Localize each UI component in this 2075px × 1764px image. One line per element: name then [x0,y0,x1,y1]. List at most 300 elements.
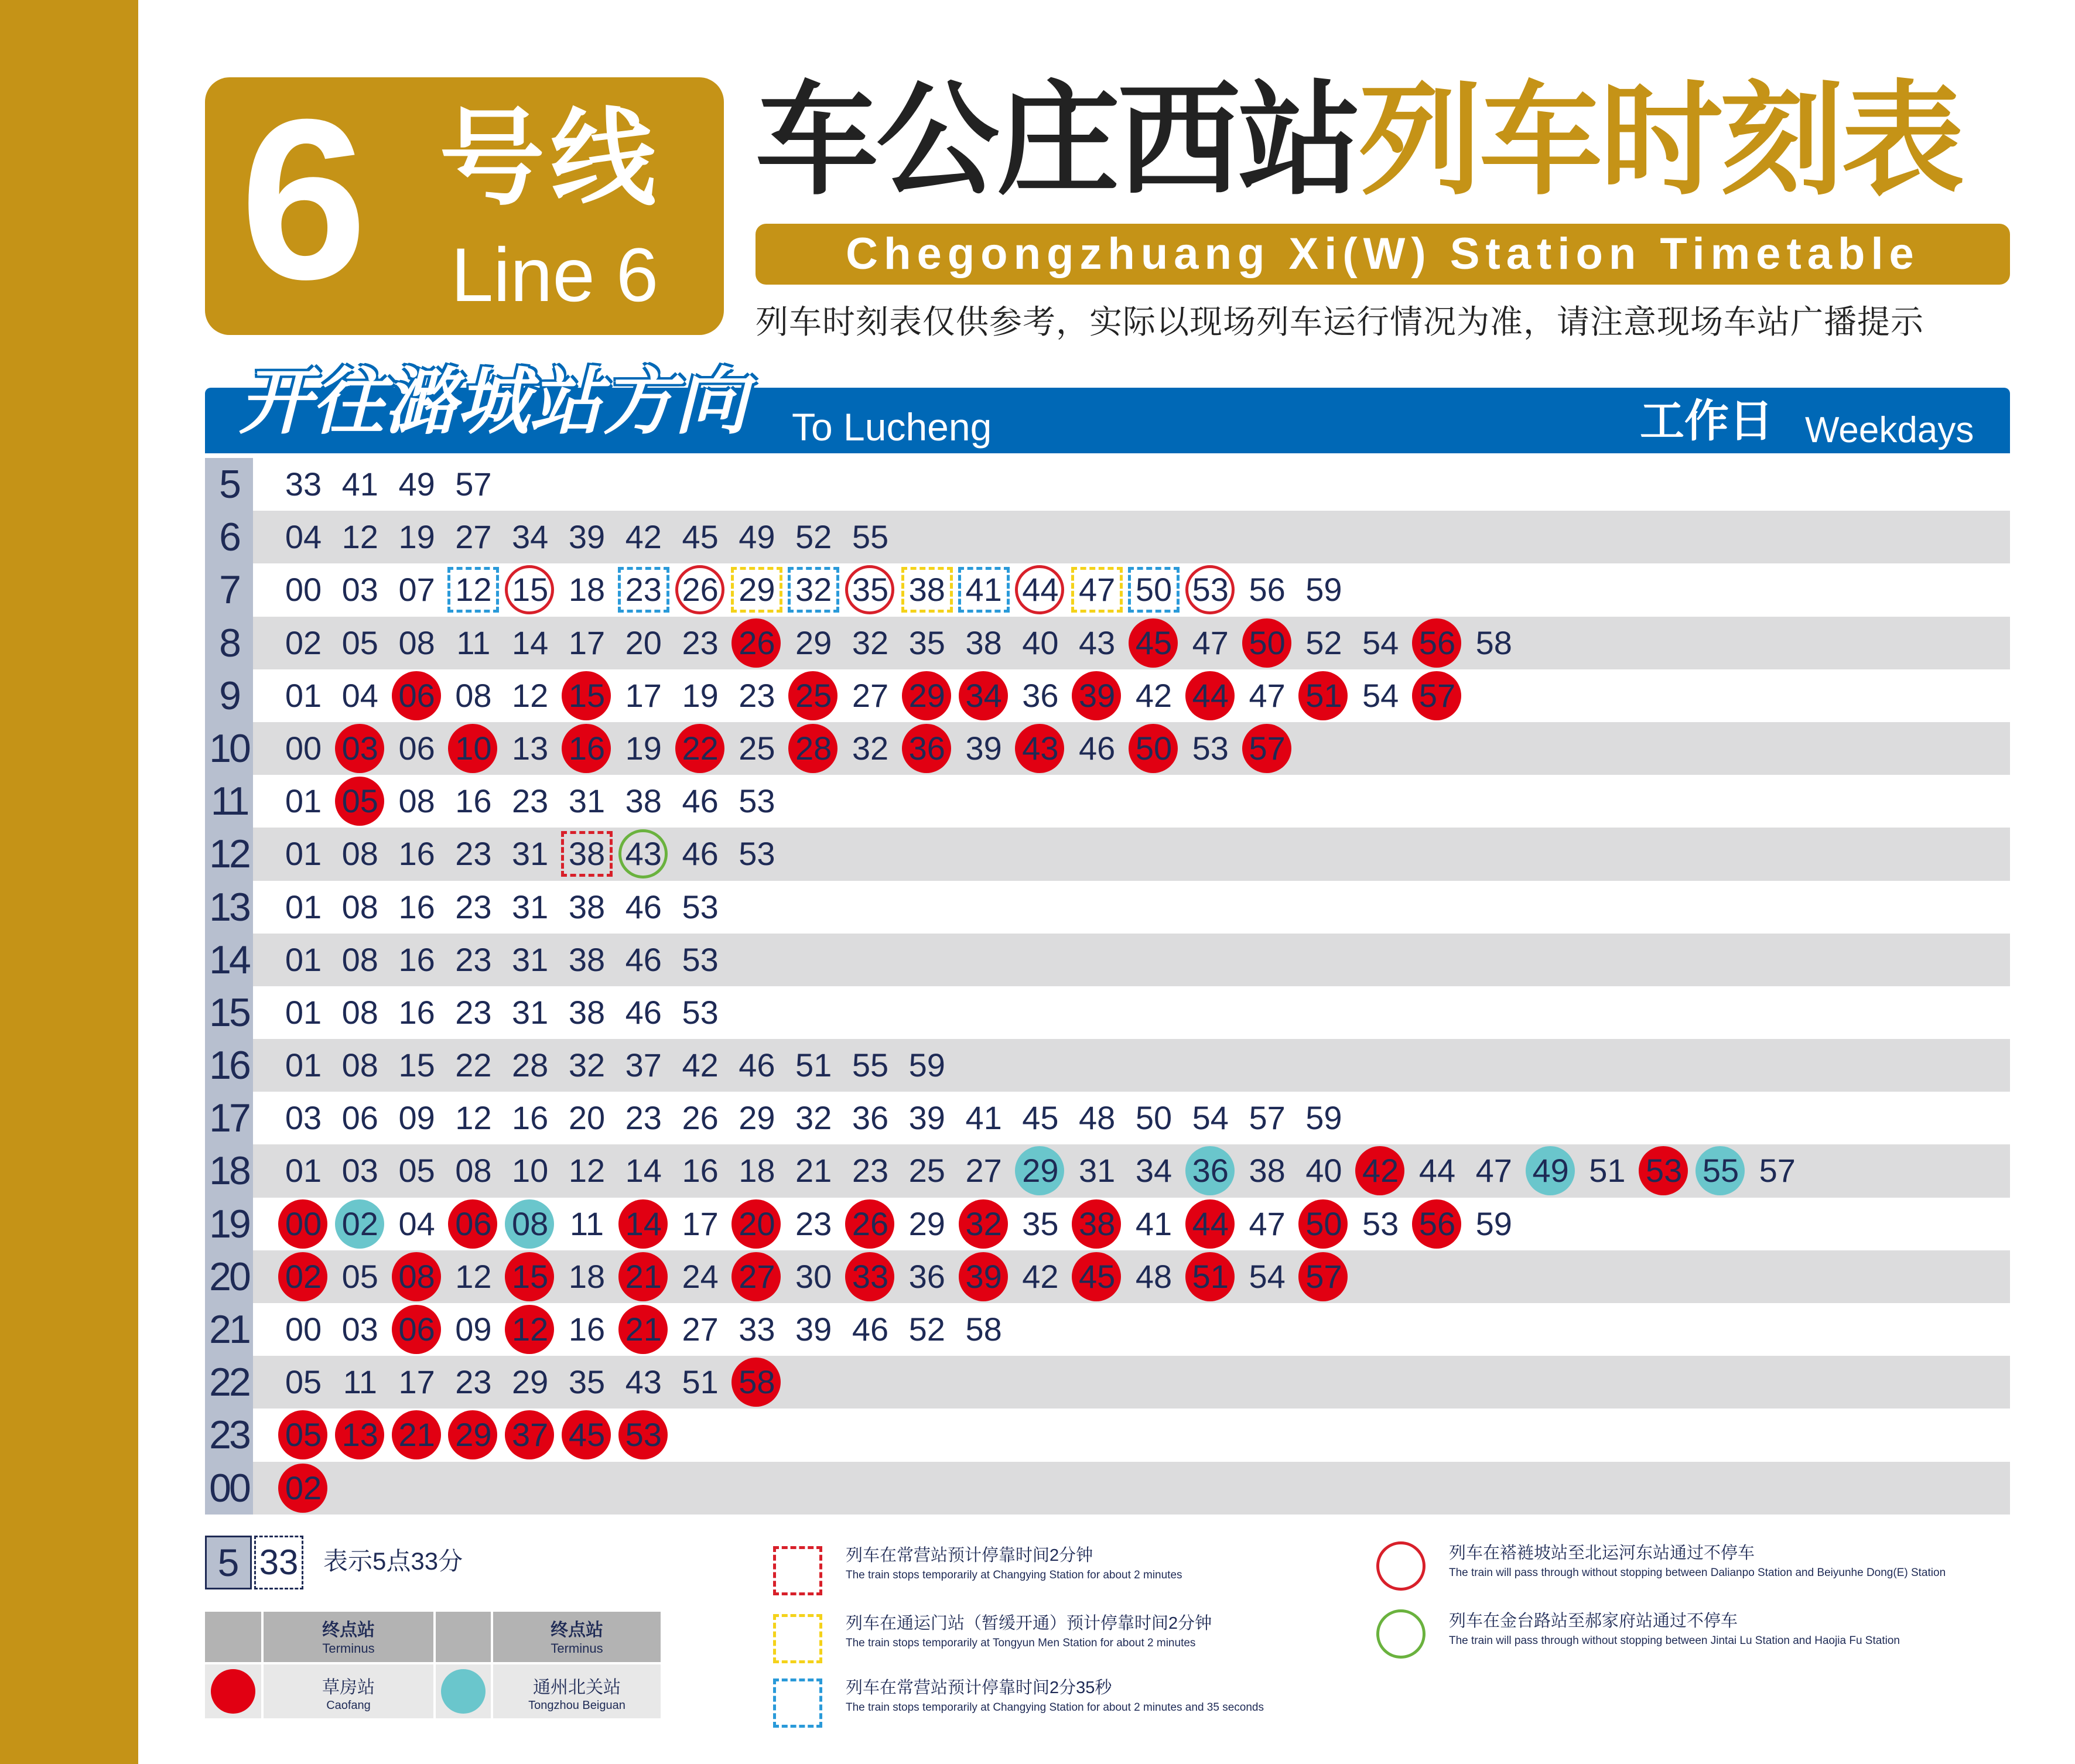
minute-cell: 01 [285,1152,322,1189]
minute-cell: 23 [795,1205,832,1242]
minute-cell: 01 [285,1047,322,1084]
minute-cell: 53 [616,1409,672,1461]
minute-cell: 06 [445,1198,501,1250]
minute-cell: 46 [852,1311,889,1348]
minute-cell: 46 [625,941,662,978]
minute-cell: 49 [1523,1144,1579,1197]
minute-cell: 17 [625,676,662,714]
minute-cell: 53 [1636,1144,1692,1197]
minute-cell: 51 [682,1363,719,1401]
minute-cell: 32 [568,1047,606,1084]
hour-label: 23 [205,1409,253,1461]
minute-cell: 24 [682,1257,719,1295]
minute-cell: 01 [285,676,322,714]
minute-cell: 46 [625,993,662,1031]
minute-cell: 18 [568,1257,606,1295]
minute-cell: 25 [739,729,775,767]
minute-cell: 43 [625,1363,662,1401]
minute-cell: 33 [285,466,322,502]
minute-cell: 39 [568,518,606,556]
timetable-row [205,1462,2010,1515]
minute-cell: 47 [1069,563,1125,616]
minute-cell: 38 [625,782,662,820]
legend-en: The train will pass through without stopping between Jintai Lu Station and Haojia Fu Station [1449,1635,1900,1647]
minute-cell: 48 [1079,1099,1116,1137]
minute-cell: 38 [899,563,955,616]
minute-cell: 47 [1475,1152,1512,1189]
minute-cell: 21 [616,1250,672,1303]
minute-cell: 20 [568,1099,606,1137]
minute-cell: 12 [502,1303,558,1356]
hour-label: 14 [205,934,253,986]
terminus-teal-name [493,1664,661,1718]
minute-cell: 08 [398,782,435,820]
minute-cell: 12 [568,1152,606,1189]
minute-cell: 41 [956,563,1012,616]
minute-cell: 27 [965,1152,1002,1189]
minute-cell: 27 [852,676,889,714]
minute-cell: 19 [398,518,435,556]
minute-cell: 03 [285,1099,322,1137]
minute-cell: 42 [625,518,662,556]
red-ring-icon [1376,1541,1426,1591]
minute-cell: 12 [455,1257,492,1295]
minute-cell: 36 [908,1257,945,1295]
minute-cell: 38 [1069,1198,1125,1250]
minute-cell: 32 [956,1198,1012,1250]
minute-cell: 39 [965,729,1002,767]
title-en-banner: Chegongzhuang Xi(W) Station Timetable [756,224,2010,285]
minute-cell: 57 [1249,1099,1286,1137]
minute-cell: 58 [1475,624,1512,661]
minute-cell: 30 [795,1257,832,1295]
minute-cell: 51 [1589,1152,1626,1189]
line-number: 6 [240,71,367,327]
minute-cell: 55 [852,518,889,556]
minute-cell: 39 [956,1250,1012,1303]
minute-cell: 08 [502,1198,558,1250]
hour-label: 19 [205,1198,253,1250]
minute-cell: 14 [512,624,549,661]
minute-cell: 26 [682,1099,719,1137]
minute-cell: 18 [739,1152,775,1189]
minute-cell: 02 [275,1250,331,1303]
legend-en: The train stops temporarily at Changying Station for about 2 minutes and 35 seconds [846,1701,1264,1714]
minute-cell: 44 [1012,563,1068,616]
hour-label: 16 [205,1039,253,1092]
timetable-row [205,1250,2010,1303]
minute-cell: 01 [285,941,322,978]
hour-label: 5 [205,458,253,511]
minute-cell: 00 [285,1311,322,1348]
minute-cell: 19 [682,676,719,714]
legend-item [1449,1609,1900,1649]
minute-cell: 15 [502,1250,558,1303]
minute-cell: 08 [341,835,378,873]
notice-text: 列车时刻表仅供参考，实际以现场列车运行情况为准，请注意现场车站广播提示 [756,303,1924,340]
minute-cell: 07 [398,571,435,608]
station-name-cn: 车公庄西站 [756,71,1359,209]
terminus-teal-swatch-cell [436,1664,491,1718]
minute-cell: 59 [908,1047,945,1084]
minute-cell: 03 [332,722,388,775]
minute-cell: 15 [398,1047,435,1084]
minute-cell: 15 [502,563,558,616]
minute-cell: 42 [1022,1257,1059,1295]
minute-cell: 31 [568,782,606,820]
minute-cell: 06 [398,729,435,767]
minute-cell: 41 [1135,1205,1172,1242]
minute-cell: 26 [729,617,785,669]
minute-cell: 36 [1022,676,1059,714]
legend-cn: 列车在常营站预计停靠时间2分钟 [846,1546,1093,1565]
minute-cell: 04 [285,518,322,556]
minute-cell: 56 [1409,1198,1465,1250]
minute-cell: 17 [398,1363,435,1401]
minute-cell: 36 [1182,1144,1239,1197]
minute-cell: 52 [795,518,832,556]
minute-cell: 09 [455,1311,492,1348]
minute-cell: 10 [512,1152,549,1189]
legend-cn: 列车在褡裢坡站至北运河东站通过不停车 [1449,1544,1755,1563]
minute-cell: 29 [445,1409,501,1461]
red-dashed-square-icon [773,1546,822,1595]
minute-cell: 23 [739,676,775,714]
minute-cell: 00 [285,729,322,767]
day-type-cn: 工作日 [1640,396,1773,446]
terminus-red-en: Caofang [326,1699,371,1712]
timetable-row [205,1356,2010,1409]
minute-cell: 04 [398,1205,435,1242]
legend-item [846,1676,1264,1716]
minute-cell: 50 [1239,617,1295,669]
minute-cell: 08 [341,993,378,1031]
minute-cell: 13 [332,1409,388,1461]
minute-cell: 59 [1305,571,1342,608]
minute-cell: 06 [389,669,445,722]
minute-cell: 17 [568,624,606,661]
minute-cell: 05 [398,1152,435,1189]
minute-cell: 53 [1182,563,1239,616]
minute-cell: 21 [616,1303,672,1356]
minute-cell: 19 [625,729,662,767]
timetable-grid [205,458,2010,1515]
minute-cell: 05 [341,624,378,661]
minute-cell: 23 [512,782,549,820]
minute-cell: 14 [625,1152,662,1189]
minute-cell: 25 [908,1152,945,1189]
minute-cell: 39 [795,1311,832,1348]
legend-cn: 列车在常营站预计停靠时间2分35秒 [846,1678,1112,1697]
timetable-row [205,669,2010,722]
minute-cell: 20 [729,1198,785,1250]
minute-cell: 31 [512,888,549,925]
hour-label: 6 [205,511,253,563]
minute-cell: 35 [842,563,898,616]
minute-cell: 41 [341,466,378,502]
terminus-header-blank [205,1612,261,1662]
minute-cell: 43 [616,828,672,880]
minute-cell: 06 [389,1303,445,1356]
minute-cell: 35 [908,624,945,661]
minute-cell: 03 [341,1152,378,1189]
minute-cell: 53 [682,888,719,925]
minute-cell: 17 [682,1205,719,1242]
minute-cell: 52 [908,1311,945,1348]
minute-cell: 40 [1022,624,1059,661]
minute-cell: 12 [445,563,501,616]
minute-cell: 44 [1182,1198,1239,1250]
minute-cell: 44 [1182,669,1239,722]
minute-cell: 51 [795,1047,832,1084]
minute-cell: 15 [559,669,615,722]
minute-cell: 35 [568,1363,606,1401]
timetable-row [205,1198,2010,1250]
minute-cell: 16 [568,1311,606,1348]
hour-label: 7 [205,563,253,616]
minute-cell: 03 [341,1311,378,1348]
minute-cell: 53 [1192,729,1229,767]
timetable-row [205,775,2010,828]
minute-cell: 38 [965,624,1002,661]
minute-cell: 04 [341,676,378,714]
minute-cell: 38 [568,993,606,1031]
minute-cell: 34 [1135,1152,1172,1189]
timetable-row [205,934,2010,986]
minute-cell: 46 [625,888,662,925]
minute-cell: 47 [1249,1205,1286,1242]
minute-cell: 16 [512,1099,549,1137]
hour-label: 21 [205,1303,253,1356]
legend-cn: 列车在通运门站（暂缓开通）预计停靠时间2分钟 [846,1614,1212,1633]
teal-dot-icon [441,1669,486,1714]
minute-cell: 08 [398,624,435,661]
minute-cell: 46 [682,835,719,873]
minute-cell: 12 [512,676,549,714]
minute-cell: 26 [842,1198,898,1250]
minute-cell: 54 [1362,624,1399,661]
minute-cell: 50 [1135,1099,1172,1137]
minute-cell: 57 [1239,722,1295,775]
terminus-red-name [264,1664,433,1718]
minute-cell: 51 [1182,1250,1239,1303]
minute-cell: 29 [899,669,955,722]
minute-cell: 23 [455,993,492,1031]
minute-cell: 38 [559,828,615,880]
minute-cell: 42 [1135,676,1172,714]
minute-cell: 57 [1759,1152,1796,1189]
minute-cell: 23 [455,1363,492,1401]
left-gold-stripe [0,0,138,1764]
minute-cell: 20 [625,624,662,661]
minute-cell: 23 [682,624,719,661]
timetable-row [205,1303,2010,1356]
minute-cell: 37 [502,1409,558,1461]
minute-cell: 08 [455,1152,492,1189]
minute-cell: 08 [389,1250,445,1303]
minute-cell: 54 [1192,1099,1229,1137]
minute-cell: 02 [332,1198,388,1250]
minute-cell: 08 [341,941,378,978]
example-hour: 5 [205,1536,252,1589]
legend-en: The train will pass through without stopping between Dalianpo Station and Beiyunhe Dong(E) Station [1449,1567,1946,1579]
minute-cell: 49 [739,518,775,556]
minute-cell: 27 [455,518,492,556]
minute-cell: 29 [512,1363,549,1401]
minute-cell: 36 [852,1099,889,1137]
hour-label: 17 [205,1092,253,1144]
minute-cell: 11 [456,624,491,661]
minute-cell: 46 [739,1047,775,1084]
minute-cell: 50 [1295,1198,1352,1250]
hour-label: 15 [205,986,253,1039]
minute-cell: 32 [795,1099,832,1137]
timetable-row [205,1039,2010,1092]
line-label-en: Line 6 [451,232,659,317]
timetable-row [205,986,2010,1039]
minute-cell: 37 [625,1047,662,1084]
minute-cell: 01 [285,782,322,820]
minute-cell: 10 [445,722,501,775]
minute-cell: 03 [341,571,378,608]
hour-label: 20 [205,1250,253,1303]
minute-cell: 00 [275,1198,331,1250]
timetable-row [205,828,2010,880]
minute-cell: 29 [739,1099,775,1137]
minute-cell: 32 [785,563,842,616]
minute-cell: 53 [739,835,775,873]
minute-cell: 23 [616,563,672,616]
hour-label: 8 [205,617,253,669]
minute-cell: 13 [512,729,549,767]
terminus-red-swatch-cell [205,1664,261,1718]
minute-cell: 50 [1126,722,1182,775]
minute-cell: 51 [1295,669,1352,722]
minute-cell: 02 [275,1462,331,1515]
terminus-teal-cn: 通州北关站 [533,1678,621,1697]
minute-cell: 16 [398,993,435,1031]
minute-cell: 28 [785,722,842,775]
minute-cell: 31 [512,835,549,873]
hour-label: 22 [205,1356,253,1409]
yellow-dashed-square-icon [773,1614,822,1663]
terminus-header-en: Terminus [322,1641,375,1656]
example-minute: 33 [254,1536,303,1589]
minute-cell: 57 [1409,669,1465,722]
minute-cell: 09 [398,1099,435,1137]
hour-label: 9 [205,669,253,722]
minute-cell: 16 [398,888,435,925]
minute-cell: 53 [682,941,719,978]
minute-cell: 27 [729,1250,785,1303]
minute-cell: 31 [512,941,549,978]
minute-cell: 36 [899,722,955,775]
minute-cell: 41 [965,1099,1002,1137]
terminus-red-cn: 草房站 [322,1678,375,1697]
minute-cell: 57 [455,466,492,502]
minute-cell: 11 [569,1205,604,1242]
minute-cell: 32 [852,729,889,767]
minute-cell: 28 [512,1047,549,1084]
minute-cell: 58 [729,1356,785,1409]
direction-cn: 开往潞城站方向 [239,362,748,443]
minute-cell: 42 [1352,1144,1409,1197]
minute-cell: 05 [275,1409,331,1461]
minute-cell: 01 [285,835,322,873]
minute-cell: 50 [1126,563,1182,616]
hour-label: 12 [205,828,253,880]
minute-cell: 45 [682,518,719,556]
line-label-cn: 号线 [439,100,662,218]
legend-item [846,1612,1212,1652]
minute-cell: 05 [332,775,388,828]
minute-cell: 45 [1022,1099,1059,1137]
legend-item [1449,1541,1946,1581]
minute-cell: 45 [559,1409,615,1461]
page-title [756,70,1962,211]
minute-cell: 08 [341,888,378,925]
legend-en: The train stops temporarily at Changying Station for about 2 minutes [846,1569,1182,1581]
timetable-row [205,563,2010,616]
minute-cell: 58 [965,1311,1002,1348]
hour-label: 11 [205,775,253,828]
minute-cell: 35 [1022,1205,1059,1242]
minute-cell: 46 [1079,729,1116,767]
minute-cell: 23 [455,888,492,925]
legend-item [846,1544,1182,1584]
minute-cell: 42 [682,1047,719,1084]
minute-cell: 39 [908,1099,945,1137]
timetable-row [205,458,2010,511]
timetable-row [205,1409,2010,1461]
minute-cell: 01 [285,888,322,925]
day-type-en: Weekdays [1805,410,1974,450]
minute-cell: 31 [1079,1152,1116,1189]
minute-cell: 22 [672,722,729,775]
hour-label: 10 [205,722,253,775]
minute-cell: 16 [455,782,492,820]
minute-cell: 22 [455,1047,492,1084]
minute-cell: 12 [455,1099,492,1137]
timetable-row [205,881,2010,934]
timetable-row [205,617,2010,669]
direction-en: To Lucheng [792,405,992,449]
minute-cell: 18 [568,571,606,608]
minute-cell: 25 [785,669,842,722]
red-dot-icon [211,1669,255,1714]
minute-cell: 31 [512,993,549,1031]
minute-cell: 40 [1305,1152,1342,1189]
minute-cell: 38 [568,941,606,978]
minute-cell: 11 [343,1363,377,1401]
minute-cell: 29 [729,563,785,616]
minute-cell: 33 [739,1311,775,1348]
green-ring-icon [1376,1609,1426,1659]
minute-cell: 53 [682,993,719,1031]
timetable-row [205,1144,2010,1197]
terminus-header-teal [493,1612,661,1662]
timetable-row [205,1092,2010,1144]
timetable-row [205,722,2010,775]
hour-label: 18 [205,1144,253,1197]
minute-cell: 39 [1069,669,1125,722]
minute-cell: 12 [341,518,378,556]
minute-cell: 55 [1693,1144,1749,1197]
minute-cell: 52 [1305,624,1342,661]
hour-label: 00 [205,1462,253,1515]
minute-cell: 47 [1249,676,1286,714]
minute-cell: 29 [1012,1144,1068,1197]
